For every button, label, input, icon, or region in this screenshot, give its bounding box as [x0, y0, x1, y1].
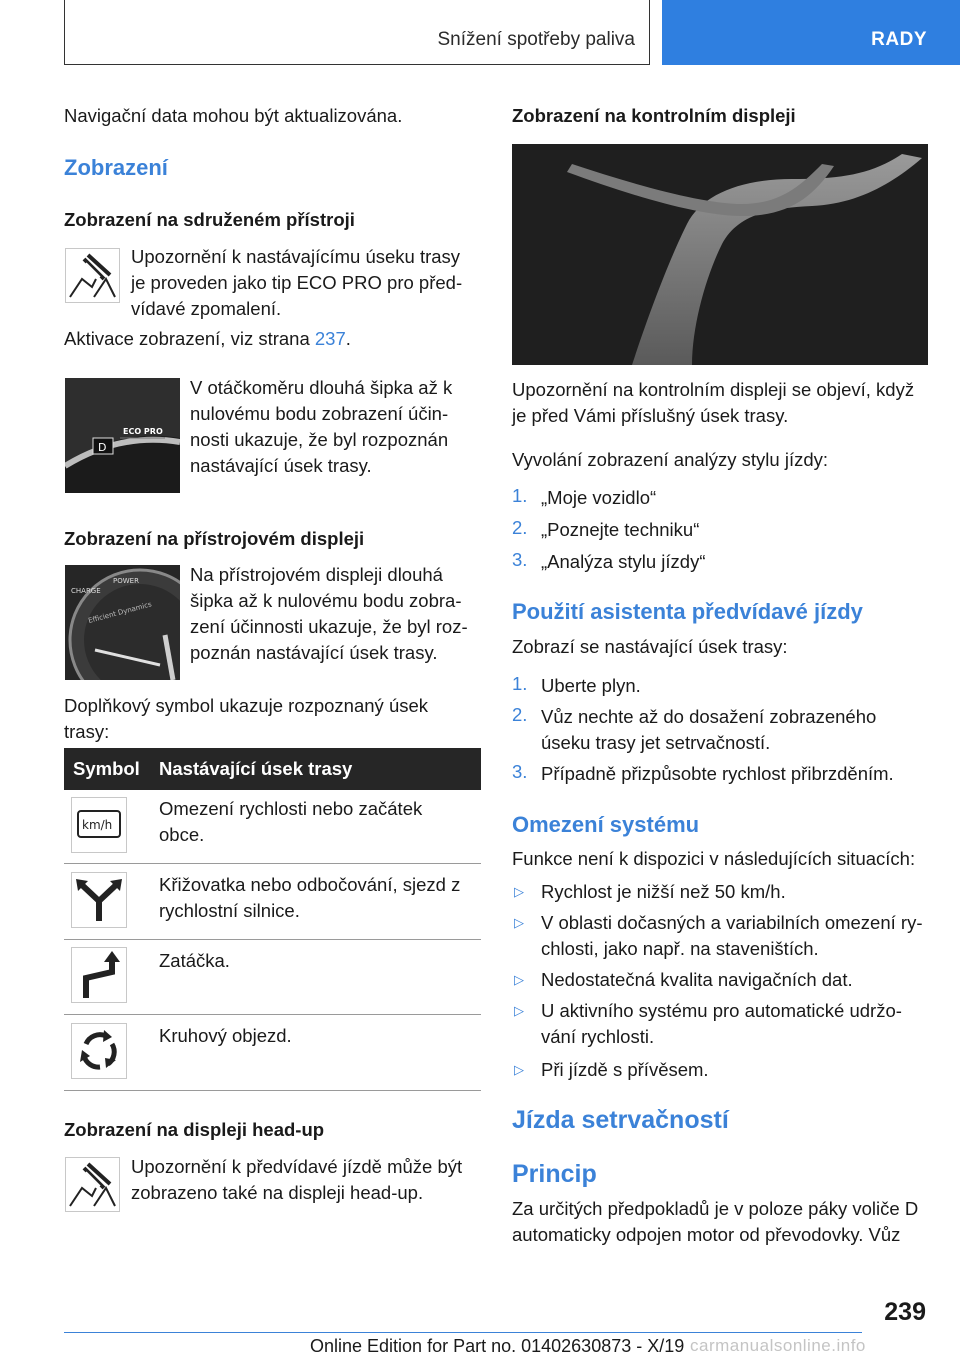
tachometer-photo [65, 378, 180, 493]
svg-text:Efficient Dynamics: Efficient Dynamics [87, 600, 153, 625]
tacho-paragraph-line-4: nastávající úsek trasy. [190, 455, 372, 476]
limit-item-4-line-1: U aktivního systému pro automatické udržo- [541, 1000, 902, 1021]
header-section-tab [662, 0, 960, 65]
limit-item-1: Rychlost je nižší než 50 km/h. [541, 881, 786, 902]
bullet-triangle-icon: ▷ [514, 915, 524, 930]
table-row-2-line-1: Křižovatka nebo odbočování, sjezd z [159, 874, 461, 895]
use-step-2-line-2: úseku trasy jet setrvačností. [541, 732, 771, 753]
eco-tip-icon [65, 248, 120, 303]
principle-line-1: Za určitých předpokladů je v poloze páky voliče D [512, 1198, 919, 1219]
footer-watermark: carmanualsonline.info [690, 1336, 866, 1355]
display-paragraph-line-2: šipka až k nulovému bodu zobra- [190, 590, 462, 611]
use-step-3: Případně přizpůsobte rychlost přibrzděním. [541, 763, 894, 784]
subheading-cluster: Zobrazení na sdruženém přístroji [64, 209, 355, 230]
svg-text:D: D [98, 441, 107, 454]
use-step-1: Uberte plyn. [541, 675, 641, 696]
page-link[interactable]: 237 [314, 328, 346, 349]
control-paragraph-line-2: je před Vámi příslušný úsek trasy. [512, 405, 789, 426]
bullet-triangle-icon: ▷ [514, 972, 524, 987]
subheading-instrument-display: Zobrazení na přístrojovém displeji [64, 528, 365, 549]
limits-intro: Funkce není k dispozici v následujících situacích: [512, 848, 916, 869]
bullet-triangle-icon: ▷ [514, 1062, 524, 1077]
analysis-intro: Vyvolání zobrazení analýzy stylu jízdy: [512, 449, 829, 470]
table-row-2-line-2: rychlostní silnice. [159, 900, 300, 921]
headup-paragraph-line-1: Upozornění k předvídavé jízdě může být [131, 1156, 463, 1177]
symbol-table-header [64, 748, 481, 790]
bullet-triangle-icon: ▷ [514, 884, 524, 899]
symbol-intro-line-1: Doplňkový symbol ukazuje rozpoznaný úsek [64, 695, 429, 716]
symbol-intro-line-2: trasy: [64, 721, 110, 742]
instrument-display-photo [65, 565, 180, 680]
use-intro: Zobrazí se nastávající úsek trasy: [512, 636, 788, 657]
intro-text: Navigační data mohou být aktualizována. [64, 105, 403, 126]
principle-line-2: automaticky odpojen motor od převodovky. Vůz [512, 1224, 901, 1245]
subheading-control-display: Zobrazení na kontrolním displeji [512, 105, 796, 126]
menu-step-3-number: 3. [512, 549, 528, 570]
heading-principle: Princip [512, 1160, 597, 1188]
use-step-3-number: 3. [512, 761, 528, 782]
display-paragraph-line-4: poznán nastávající úsek trasy. [190, 642, 438, 663]
headup-paragraph-line-2: zobrazeno také na displeji head-up. [131, 1182, 424, 1203]
use-step-2-number: 2. [512, 704, 528, 725]
bullet-triangle-icon: ▷ [514, 1003, 524, 1018]
limit-item-3: Nedostatečná kvalita navigačních dat. [541, 969, 853, 990]
table-row-divider [64, 1090, 481, 1091]
table-row-divider [64, 1014, 481, 1015]
table-header-symbol: Symbol [73, 758, 140, 779]
junction-icon [71, 872, 127, 928]
heading-system-limits: Omezení systému [512, 812, 700, 837]
display-paragraph-line-3: zení účinnosti ukazuje, že byl roz- [190, 616, 468, 637]
activation-text: Aktivace zobrazení, viz strana 237. [64, 328, 351, 349]
heading-coasting: Jízda setrvačností [512, 1106, 729, 1134]
footer-divider [64, 1332, 862, 1333]
speed-limit-icon [71, 797, 127, 853]
menu-step-1[interactable]: „Moje vozidlo“ [541, 487, 657, 508]
menu-step-2[interactable]: „Poznejte techniku“ [541, 519, 700, 540]
page-number: 239 [884, 1298, 926, 1326]
cluster-paragraph-line-3: vídavé zpomalení. [131, 298, 282, 319]
limit-item-5: Při jízdě s přívěsem. [541, 1059, 709, 1080]
menu-step-3[interactable]: „Analýza stylu jízdy“ [541, 551, 706, 572]
limit-item-2-line-1: V oblasti dočasných a variabilních omezení ry- [541, 912, 923, 933]
header-title: Snížení spotřeby paliva [437, 29, 635, 50]
subheading-headup: Zobrazení na displeji head-up [64, 1119, 325, 1140]
header-title-box [64, 0, 650, 65]
use-step-2-line-1: Vůz nechte až do dosažení zobrazeného [541, 706, 877, 727]
tacho-paragraph-line-2: nulovému bodu zobrazení účin- [190, 403, 449, 424]
roundabout-icon [71, 1023, 127, 1079]
menu-step-2-number: 2. [512, 517, 528, 538]
header-section-label: RADY [871, 29, 927, 50]
control-paragraph-line-1: Upozornění na kontrolním displeji se objeví, když [512, 379, 915, 400]
table-row-1-line-2: obce. [159, 824, 205, 845]
heading-zobrazeni: Zobrazení [64, 155, 168, 180]
curve-icon [71, 947, 127, 1003]
svg-text:CHARGE: CHARGE [71, 587, 101, 595]
cluster-paragraph-line-1: Upozornění k nastávajícímu úseku trasy [131, 246, 461, 267]
tacho-paragraph-line-1: V otáčkoměru dlouhá šipka až k [190, 377, 453, 398]
limit-item-4-line-2: vání rychlosti. [541, 1026, 655, 1047]
tacho-paragraph-line-3: nosti ukazuje, že byl rozpoznán [190, 429, 449, 450]
control-display-photo [512, 144, 928, 365]
table-row-divider [64, 863, 481, 864]
display-paragraph-line-1: Na přístrojovém displeji dlouhá [190, 564, 443, 585]
svg-text:km/h: km/h [82, 818, 113, 832]
table-header-section: Nastávající úsek trasy [159, 758, 353, 779]
table-row-divider [64, 939, 481, 940]
menu-step-1-number: 1. [512, 485, 528, 506]
svg-text:POWER: POWER [113, 577, 139, 585]
footer-edition: Online Edition for Part no. 01402630873 - X/19 [310, 1336, 685, 1356]
heading-use-assistant: Použití asistenta předvídavé jízdy [512, 599, 863, 624]
table-row-3-line-1: Zatáčka. [159, 950, 230, 971]
headup-eco-tip-icon [65, 1157, 120, 1212]
svg-text:ECO PRO: ECO PRO [123, 427, 163, 436]
table-row-4-line-1: Kruhový objezd. [159, 1025, 292, 1046]
limit-item-2-line-2: chlosti, jako např. na staveništích. [541, 938, 819, 959]
use-step-1-number: 1. [512, 673, 528, 694]
table-row-1-line-1: Omezení rychlosti nebo začátek [159, 798, 423, 819]
cluster-paragraph-line-2: je proveden jako tip ECO PRO pro před- [131, 272, 463, 293]
